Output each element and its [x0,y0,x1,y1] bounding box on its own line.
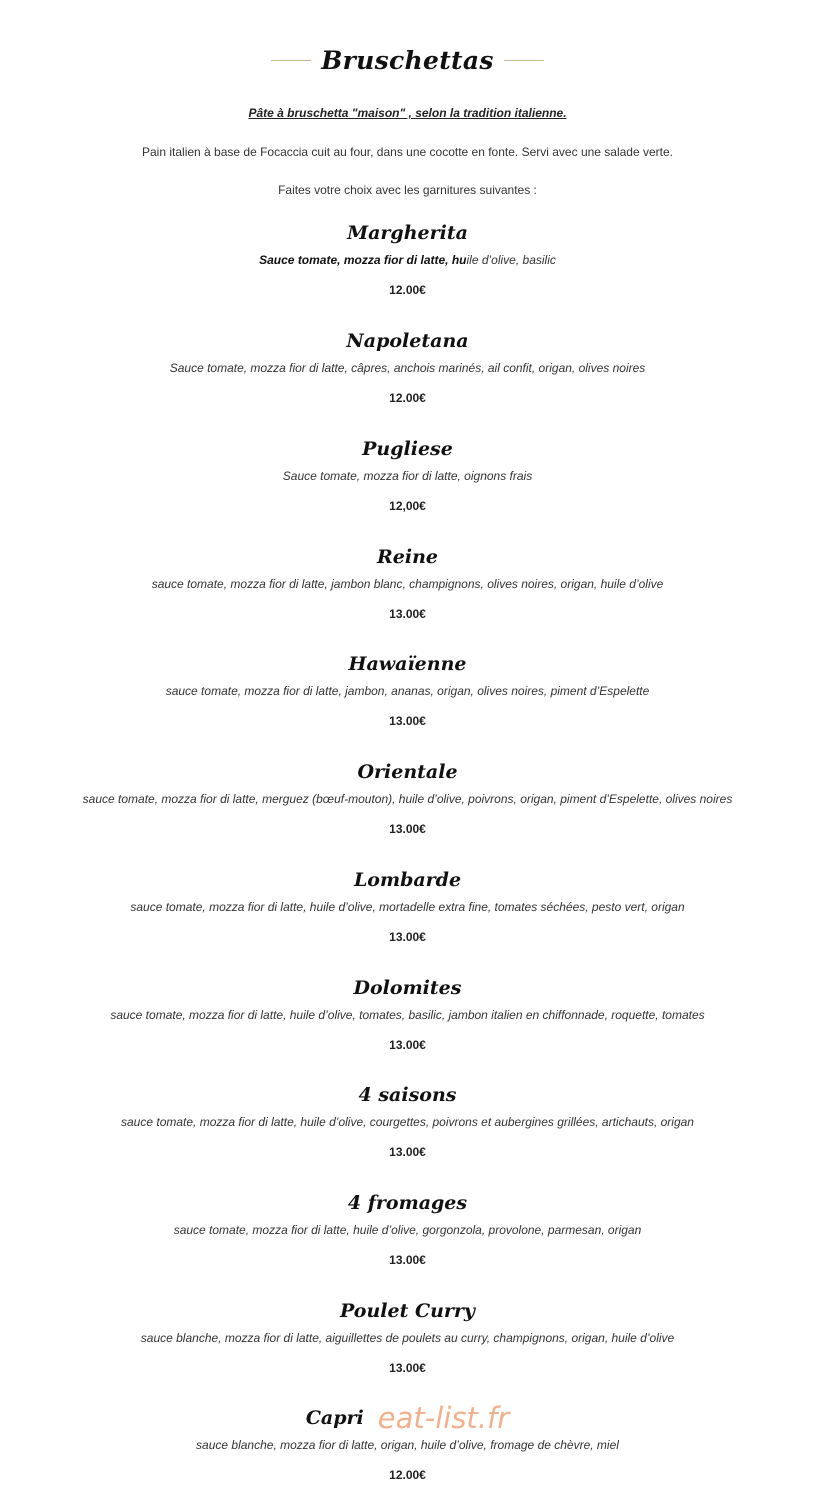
item-name: Hawaïenne [348,653,467,675]
item-price: 13.00€ [389,1253,426,1267]
intro-text-choice: Faites votre choix avec les garnitures suivantes : [278,183,537,197]
item-name: 4 saisons [358,1084,457,1106]
item-name: Capri [305,1407,364,1429]
item-description: sauce tomate, mozza fior di latte, jambon blanc, champignons, olives noires, origan, huile d’olive [151,577,664,591]
item-description: sauce tomate, mozza fior di latte, huile d’olive, tomates, basilic, jambon italien en chiffonnade, roquette, tomates [110,1008,705,1022]
item-price: 13.00€ [389,822,426,836]
item-price: 13.00€ [389,607,426,621]
item-name: Poulet Curry [340,1300,475,1322]
item-description: sauce tomate, mozza fior di latte, huile d’olive, courgettes, poivrons et aubergines grillées, artichauts, origan [121,1115,694,1129]
menu-item-orientale [0,759,815,837]
item-price: 12.00€ [389,1468,426,1482]
item-price: 13.00€ [389,714,426,728]
item-description: sauce blanche, mozza fior di latte, aiguillettes de poulets au curry, champignons, origan, huile d’olive [140,1331,675,1345]
item-name: Lombarde [353,869,462,891]
item-price: 13.00€ [389,1145,426,1159]
intro-text-bread: Pain italien à base de Focaccia cuit au four, dans une cocotte en fonte. Servi avec une salade verte. [142,145,673,159]
menu-item-napoletana [0,328,815,406]
item-name: Dolomites [353,977,462,999]
menu-item-margherita [0,220,815,298]
item-price: 13.00€ [389,1038,426,1052]
item-name: Margherita [347,222,468,244]
menu-item-hawaienne [0,651,815,729]
header-line-left [271,60,311,61]
item-description: sauce tomate, mozza fior di latte, huile d’olive, gorgonzola, provolone, parmesan, origan [173,1223,642,1237]
item-description: Sauce tomate, mozza fior di latte, oignons frais [282,469,533,483]
item-name: Napoletana [346,330,469,352]
item-price: 13.00€ [389,930,426,944]
menu-item-lombarde [0,867,815,945]
item-name-row [0,1401,815,1435]
item-name: Orientale [357,761,458,783]
menu-item-dolomites [0,975,815,1053]
menu-item-pugliese [0,436,815,514]
item-price: 12,00€ [389,499,426,513]
item-name: 4 fromages [347,1192,468,1214]
item-name: Reine [377,546,438,568]
menu-item-capri [0,1401,815,1483]
item-description: sauce tomate, mozza fior di latte, jambon, ananas, origan, olives noires, piment d’Espelette [165,684,650,698]
item-name: Pugliese [362,438,453,460]
menu-item-reine [0,544,815,622]
intro-subtitle: Pâte à bruschetta "maison" , selon la tradition italienne. [248,106,567,120]
section-header [0,40,815,80]
item-description: sauce tomate, mozza fior di latte, huile d’olive, mortadelle extra fine, tomates séchées, pesto vert, origan [130,900,685,914]
item-description [0,252,815,268]
item-description: sauce blanche, mozza fior di latte, origan, huile d’olive, fromage de chèvre, miel [196,1438,619,1452]
item-price: 13.00€ [389,1361,426,1375]
header-line-right [504,60,544,61]
item-description: sauce tomate, mozza fior di latte, merguez (bœuf-mouton), huile d’olive, poivrons, origan, piment d’Espelette, olives noires [82,792,733,806]
menu-item-4-saisons [0,1082,815,1160]
watermark-logo: eat-list.fr [377,1401,510,1435]
item-description-bold: Sauce tomate, mozza fior di latte, hu [259,253,467,267]
menu-item-poulet-curry [0,1298,815,1376]
item-description: Sauce tomate, mozza fior di latte, câpres, anchois marinés, ail confit, origan, olives noires [169,361,646,375]
item-price: 12.00€ [389,391,426,405]
item-price: 12.00€ [389,283,426,297]
section-title: Bruschettas [321,45,494,75]
menu-item-4-fromages [0,1190,815,1268]
item-description-rest: ile d’olive, basilic [466,253,556,267]
